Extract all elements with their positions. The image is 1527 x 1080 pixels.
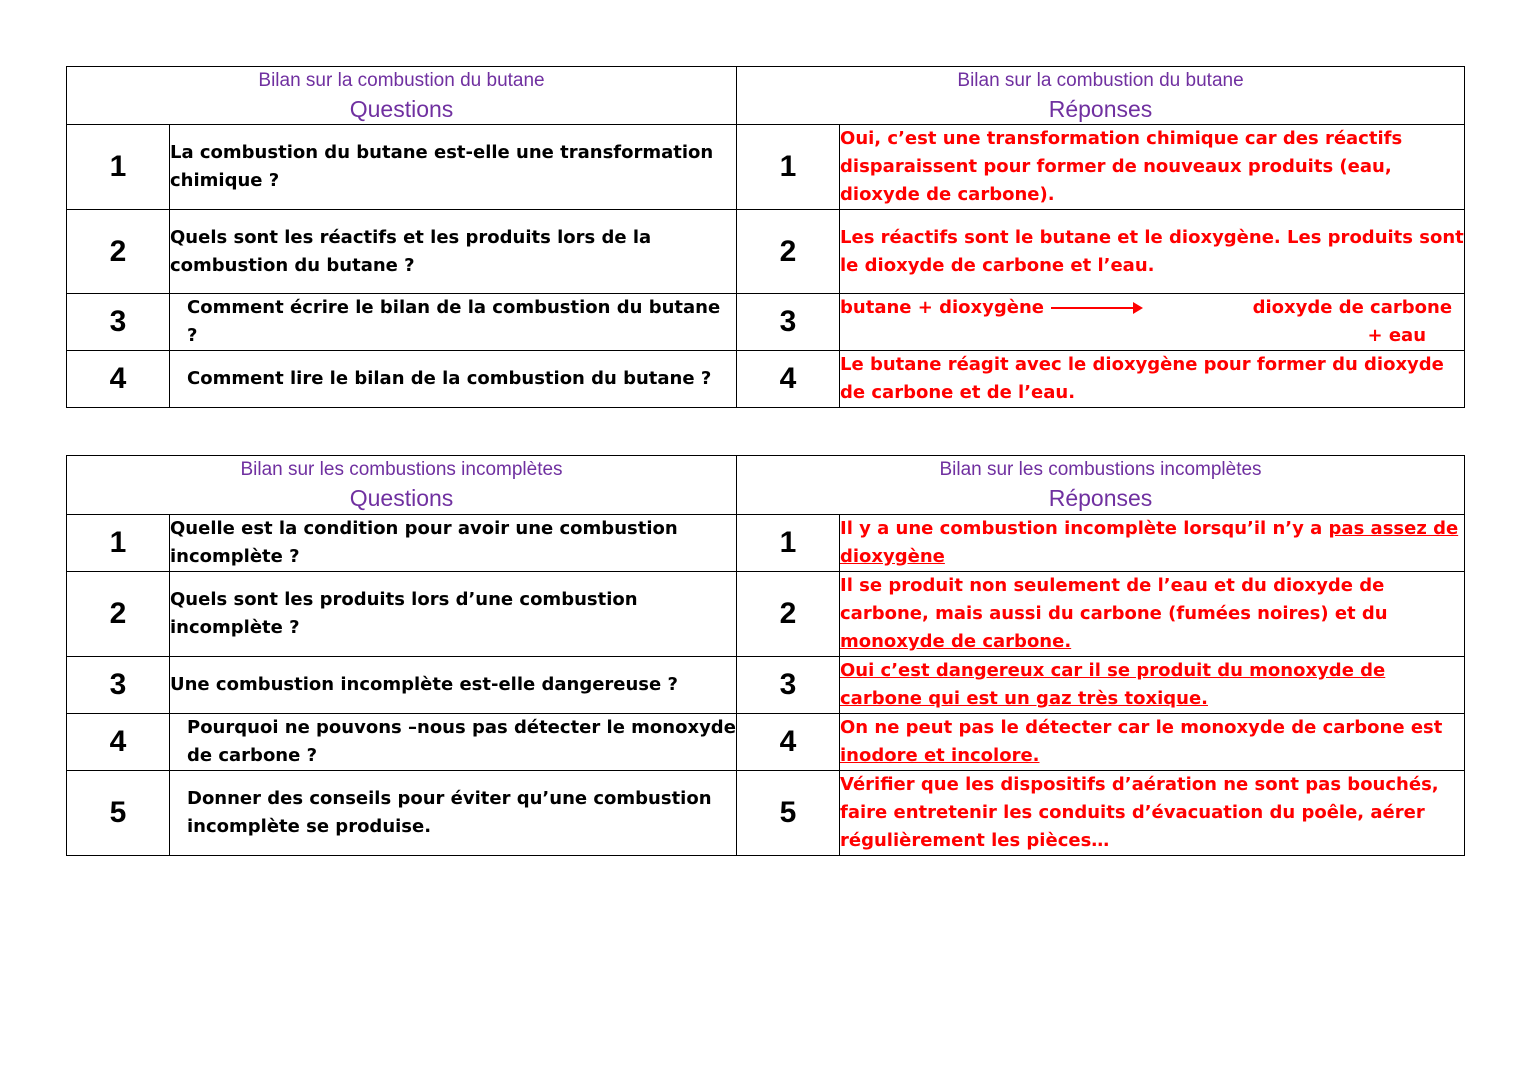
table-row (67, 515, 1465, 572)
answer-text (840, 515, 1465, 572)
questions-header (67, 67, 737, 125)
answer-number: 3 (737, 657, 840, 714)
questions-header (67, 456, 737, 515)
question-text: Pourquoi ne pouvons –nous pas détecter le monoxyde de carbone ? (170, 714, 737, 771)
answer-number: 3 (737, 294, 840, 351)
question-text: Une combustion incomplète est-elle dangereuse ? (170, 657, 737, 714)
question-text: Comment lire le bilan de la combustion du butane ? (170, 351, 737, 408)
question-number: 1 (67, 515, 170, 572)
header-subtitle: Questions (349, 485, 454, 511)
header-title: Bilan sur les combustions incomplètes (240, 459, 563, 480)
question-number: 3 (67, 294, 170, 351)
question-text: Quels sont les réactifs et les produits lors de la combustion du butane ? (170, 210, 737, 294)
table-row (67, 294, 1465, 351)
header-title: Bilan sur la combustion du butane (957, 69, 1244, 91)
header-title: Bilan sur les combustions incomplètes (939, 459, 1262, 480)
table-header-row (67, 456, 1465, 515)
answers-header (737, 67, 1465, 125)
answer-text: Vérifier que les dispositifs d’aération ne sont pas bouchés, faire entretenir les conduits d’évacuation du poêle, aérer régulièrement les pièces… (840, 771, 1465, 856)
answer-text: Les réactifs sont le butane et le dioxygène. Les produits sont le dioxyde de carbone et l’eau. (840, 210, 1465, 294)
answer-underlined: inodore et incolore. (840, 745, 1040, 766)
question-number: 2 (67, 572, 170, 657)
answer-number: 1 (737, 515, 840, 572)
question-text: Donner des conseils pour éviter qu’une combustion incomplète se produise. (170, 771, 737, 856)
arrow-right-icon (1051, 307, 1141, 309)
question-number: 1 (67, 125, 170, 210)
table-header-row (67, 67, 1465, 125)
answer-text (840, 572, 1465, 657)
answer-equation (840, 294, 1465, 351)
answer-underlined: pas assez de dioxygène (840, 518, 1459, 567)
question-text: Comment écrire le bilan de la combustion du butane ? (170, 294, 737, 351)
answer-underlined: Oui c’est dangereux car il se produit du monoxyde de carbone qui est un gaz très toxique. (840, 660, 1386, 709)
header-subtitle: Réponses (1048, 485, 1153, 511)
answer-number: 4 (737, 351, 840, 408)
answer-plain: Il se produit non seulement de l’eau et du dioxyde de carbone, mais aussi du carbone (fumées noires) et du (840, 575, 1388, 624)
question-number: 4 (67, 351, 170, 408)
answer-text: Le butane réagit avec le dioxygène pour former du dioxyde de carbone et de l’eau. (840, 351, 1465, 408)
answer-plain: On ne peut pas le détecter car le monoxyde de carbone est (840, 717, 1443, 738)
equation-products-continued: + eau (1367, 325, 1427, 346)
question-text: Quels sont les produits lors d’une combustion incomplète ? (170, 572, 737, 657)
header-title: Bilan sur la combustion du butane (258, 69, 545, 91)
table-combustion-butane (66, 66, 1465, 408)
equation-products: dioxyde de carbone (1252, 297, 1453, 318)
answers-header (737, 456, 1465, 515)
table-row (67, 572, 1465, 657)
answer-number: 4 (737, 714, 840, 771)
question-number: 2 (67, 210, 170, 294)
table-row (67, 714, 1465, 771)
header-subtitle: Réponses (1048, 95, 1153, 122)
answer-number: 2 (737, 572, 840, 657)
answer-plain: Il y a une combustion incomplète lorsqu’il n’y a (840, 518, 1329, 539)
answer-text (840, 714, 1465, 771)
header-subtitle: Questions (349, 95, 454, 122)
table-row (67, 351, 1465, 408)
question-number: 3 (67, 657, 170, 714)
table-row (67, 657, 1465, 714)
question-text: Quelle est la condition pour avoir une combustion incomplète ? (170, 515, 737, 572)
answer-number: 5 (737, 771, 840, 856)
question-number: 4 (67, 714, 170, 771)
table-row (67, 771, 1465, 856)
answer-number: 1 (737, 125, 840, 210)
answer-number: 2 (737, 210, 840, 294)
answer-underlined: monoxyde de carbone. (840, 631, 1072, 652)
table-combustions-incompletes (66, 455, 1465, 856)
equation-reactants: butane + dioxygène (840, 297, 1044, 318)
answer-text: Oui, c’est une transformation chimique car des réactifs disparaissent pour former de nouveaux produits (eau, dioxyde de carbone). (840, 125, 1465, 210)
table-row (67, 210, 1465, 294)
question-text: La combustion du butane est-elle une transformation chimique ? (170, 125, 737, 210)
question-number: 5 (67, 771, 170, 856)
answer-text (840, 657, 1465, 714)
table-row (67, 125, 1465, 210)
